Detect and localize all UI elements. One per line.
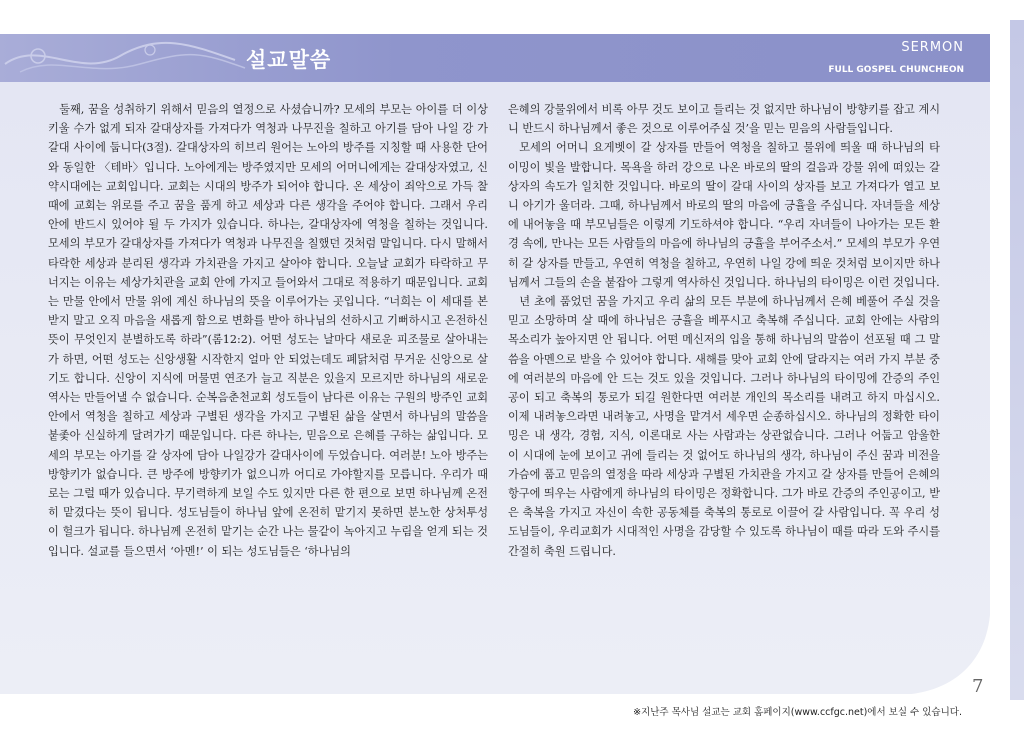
page-number: 7 <box>972 676 984 697</box>
church-name: FULL GOSPEL CHUNCHEON <box>828 65 964 75</box>
page-title: 설교말씀 <box>246 48 332 72</box>
ornament-swirl-icon <box>0 34 250 82</box>
paragraph: 모세의 어머니 요게벳이 갈 상자를 만들어 역청을 칠하고 물위에 띄울 때 하나님의 타이밍이 빛을 발합니다. 목욕을 하러 강으로 나온 바로의 딸의 걸음과 강물 위에 떠있는 갈 상자의 속도가 일치한 것입니다. 바로의 딸이 갈대 사이의 상자를 보고 가져다가 열고 보니 아기가 울더라. 그때, 하나님께서 바로의 딸의 마음에 긍휼을 주십니다. 자녀들을 세상에 내어놓을 때 부모님들은 이렇게 기도하셔야 합니다. “우리 자녀들이 나아가는 모든 환경 속에, 만나는 모든 사람들의 마음에 하나님의 긍휼을 부어주소서.” 모세의 부모가 우연히 갈 상자를 만들고, 우연히 역청을 칠하고, 우연히 나일 강에 띄운 것처럼 보이지만 하나님께서 그들의 손을 붙잡아 그렇게 역사하신 것입니다. 하나님의 타이밍은 이런 것입니다. <box>508 141 940 289</box>
footnote: ※지난주 목사님 설교는 교회 홈페이지(www.ccfgc.net)에서 보실 수 있습니다. <box>633 707 962 718</box>
paragraph: 년 초에 품었던 꿈을 가지고 우리 삶의 모든 부분에 하나님께서 은혜 베풀어 주실 것을 믿고 소망하며 살 때에 하나님은 긍휼을 베푸시고 축복해 주십니다. 교회 안에는 사람의 목소리가 높아지면 안 됩니다. 어떤 메신저의 입을 통해 하나님의 말씀이 선포될 때 그 말씀을 아멘으로 받을 수 있어야 합니다. 새해를 맞아 교회 안에 달라지는 여러 가지 부분 중에 여러분의 마음에 안 드는 것도 있을 것입니다. 그러나 하나님의 타이밍에 간증의 주인공이 되고 축복의 통로가 되길 원한다면 여러분 개인의 목소리를 내려고 하지 마십시오. 이제 내려놓으라면 내려놓고, 사명을 맡겨서 세우면 순종하십시오. 하나님의 정확한 타이밍은 내 생각, 경험, 지식, 이론대로 사는 사람과는 상관없습니다. 그러나 어둡고 암울한 이 시대에 눈에 보이고 귀에 들리는 것 없어도 하나님의 생각, 하나님이 주신 꿈과 비전을 가슴에 품고 믿음의 열정을 따라 세상과 구별된 가치관을 가지고 갈 상자를 만들어 은혜의 항구에 띄우는 사람에게 하나님의 타이밍은 정확합니다. 그가 바로 간증의 주인공이고, 받은 축복을 가지고 자신이 속한 공동체를 축복의 통로로 이끌어 갈 사람입니다. 꼭 우리 성도님들이, 우리교회가 시대적인 사명을 감당할 수 있도록 하나님이 때를 따라 도와 주시를 간절히 축원 드립니다. <box>508 295 940 558</box>
paragraph: 은혜의 강물위에서 비록 아무 것도 보이고 들리는 것 없지만 하나님이 방향키를 잡고 계시니 반드시 하나님께서 좋은 것으로 이루어주실 것’을 믿는 믿음의 사람들입니다. <box>508 103 940 136</box>
sermon-column-right <box>508 100 940 685</box>
page-edge-decoration <box>1010 20 1024 700</box>
sermon-column-left <box>48 100 488 685</box>
paragraph: 둘째, 꿈을 성취하기 위해서 믿음의 열정으로 사셨습니까? 모세의 부모는 아이를 더 이상 키울 수가 없게 되자 갈대상자를 가져다가 역청과 나무진을 칠하고 아기를 담아 나일 강 가 갈대 사이에 둡니다(3절). 갈대상자의 히브리 원어는 노아의 방주를 지칭할 때 사용한 단어와 동일한 〈테바〉입니다. 노아에게는 방주였지만 모세의 어머니에게는 갈대상자였고, 신약시대에는 교회입니다. 교회는 시대의 방주가 되어야 합니다. 온 세상이 죄악으로 가득 찰 때에 교회는 위로를 주고 꿈을 품게 하고 세상과 다른 생각을 주어야 합니다. 그래서 우리 안에 반드시 있어야 될 두 가지가 있습니다. 하나는, 갈대상자에 역청을 칠하는 것입니다. 모세의 부모가 갈대상자를 가져다가 역청과 나무진을 칠했던 것처럼 말입니다. 다시 말해서 타락한 세상과 분리된 생각과 가치관을 가지고 살아야 합니다. 오늘날 교회가 타락하고 무너지는 이유는 세상가치관을 교회 안에 가지고 들어와서 그대로 적용하기 때문입니다. 교회는 만물 안에서 만물 위에 계신 하나님의 뜻을 이루어가는 곳입니다. “너희는 이 세대를 본받지 말고 오직 마음을 새롭게 함으로 변화를 받아 하나님의 선하시고 기뻐하시고 온전하신 뜻이 무엇인지 분별하도록 하라”(롬12:2). 어떤 성도는 날마다 새로운 피조물로 살아내는가 하면, 어떤 성도는 신앙생활 시작한지 얼마 안 되었는데도 폐닭처럼 무거운 신앙으로 살기도 합니다. 신앙이 지식에 머물면 연조가 늘고 직분은 있을지 모르지만 하나님의 새로운 역사는 만들어낼 수 없습니다. 순복음춘천교회 성도들이 남다른 이유는 구원의 방주인 교회 안에서 역청을 칠하고 세상과 구별된 생각을 가지고 구별된 삶을 살면서 하나님의 말씀을 붙좇아 신실하게 달려가기 때문입니다. 다른 하나는, 믿음으로 은혜를 구하는 삶입니다. 모세의 부모는 아기를 갈 상자에 담아 나일강가 갈대사이에 두었습니다. 여러분! 노아 방주는 방향키가 없습니다. 큰 방주에 방향키가 없으니까 어디로 가야할지를 모릅니다. 우리가 때로는 그럴 때가 있습니다. 무기력하게 보일 수도 있지만 다른 한 편으로 보면 하나님께 온전히 맡겼다는 뜻이 됩니다. 성도님들이 하나님 앞에 온전히 맡기지 못하면 분노한 상처투성이 헐크가 됩니다. 하나님께 온전히 맡기는 순간 나는 물같이 녹아지고 누림을 얻게 되는 것입니다. 설교를 들으면서 ‘아멘!’ 이 되는 성도님들은 ‘하나님의 <box>48 103 488 558</box>
section-label: SERMON <box>901 40 964 55</box>
